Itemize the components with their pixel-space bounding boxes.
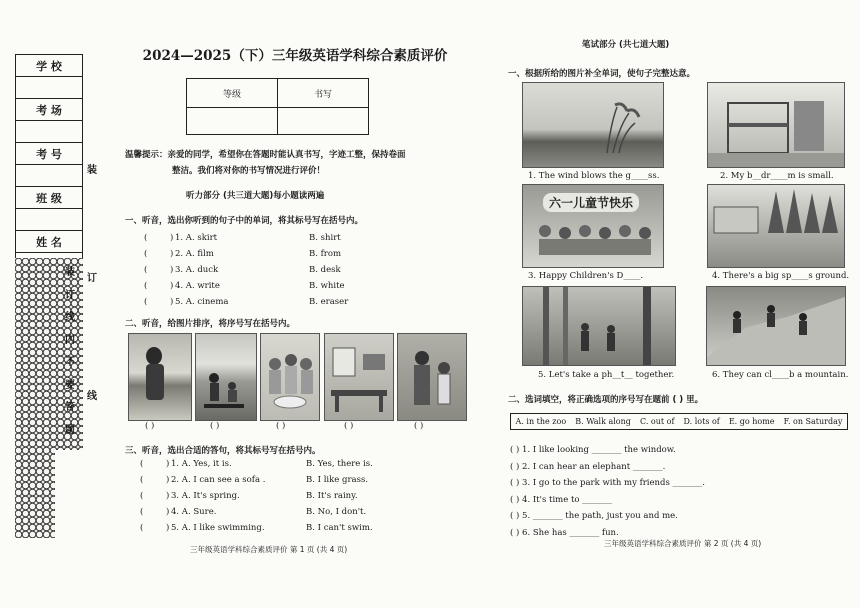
listen-q2-title: 二、听音，给图片排序，将序号写在括号内。 [125, 319, 296, 329]
handwriting-cell[interactable] [278, 108, 369, 135]
choice-f: F. on Saturday [783, 417, 843, 426]
list-item[interactable]: ( ) 2. I can hear an elephant _______. [510, 461, 666, 472]
option-b: B. shirt [309, 233, 341, 243]
tip-line-1: 温馨提示：亲爱的同学，希望你在答题时能认真书写，字迹工整，保持卷面 [125, 150, 406, 160]
order-paren-5[interactable]: ( ) [414, 421, 424, 431]
info-blank-room[interactable] [16, 121, 83, 143]
paddler-icon [196, 334, 256, 420]
option-a: 3. A. It's spring. [171, 491, 240, 501]
grade-header: 等级 [187, 79, 278, 108]
order-paren-3[interactable]: ( ) [276, 421, 286, 431]
option-b: B. It's rainy. [306, 491, 358, 501]
photo-birthday-girls [260, 333, 320, 421]
choice-e: E. go home [728, 417, 775, 426]
choice-b: B. Walk along [575, 417, 631, 426]
exam-title: 2024—2025（下）三年级英语学科综合素质评价 [142, 48, 448, 64]
list-item[interactable]: ( ) 4. It's time to _______ [510, 494, 612, 505]
photo-grass-wind [522, 82, 664, 168]
caption-5: 5. Let's take a ph__t__ together. [538, 370, 675, 380]
photo-kitchen [397, 333, 467, 421]
choice-c: C. out of [639, 417, 675, 426]
info-label-room: 考 场 [16, 99, 83, 121]
list-item: ( ) 3. A. duck B. desk [144, 265, 341, 275]
listen-q3-title: 三、听音，选出合适的答句，将其标号写在括号内。 [125, 446, 321, 456]
photo-room [324, 333, 394, 421]
banner-text: 六一儿童节快乐 [543, 193, 639, 212]
photo-girl-lake [128, 333, 192, 421]
caption-2: 2. My b__dr____m is small. [720, 171, 834, 181]
photo-climb-mountain [706, 286, 846, 366]
list-item: ( ) 5. A. I like swimming. B. I can't swim. [140, 523, 373, 533]
room-icon [325, 334, 393, 420]
word-choices-box [510, 413, 848, 430]
option-b: B. white [309, 281, 345, 291]
listen-q1-list [144, 233, 374, 313]
listening-header: 听力部分 (共三道大题)每小题读两遍 [186, 191, 325, 201]
option-b: B. desk [309, 265, 341, 275]
option-a: 1. A. skirt [175, 233, 218, 243]
photo-bedroom [707, 82, 845, 168]
choice-a: A. in the zoo [515, 417, 567, 426]
list-item: ( ) 4. A. Sure. B. No, I don't. [140, 507, 367, 517]
girl-silhouette-icon [129, 334, 191, 420]
option-a: 5. A. cinema [175, 297, 229, 307]
written-q2-title: 二、选词填空，将正确选项的序号写在题前 ( ) 里。 [508, 395, 704, 405]
school-trees-icon [708, 185, 844, 267]
info-blank-number[interactable] [16, 165, 83, 187]
option-b: B. Yes, there is. [306, 459, 373, 469]
caption-1: 1. The wind blows the g____ss. [528, 171, 660, 181]
written-q1-title: 一、根据所给的图片补全单词，使句子完整达意。 [508, 69, 696, 79]
caption-4: 4. There's a big sp____s ground. [712, 271, 850, 281]
option-a: 2. A. film [175, 249, 214, 259]
info-label-name: 姓 名 [16, 231, 83, 253]
girls-cake-icon [261, 334, 319, 420]
photo-childrens-day [522, 184, 664, 268]
option-a: 2. A. I can see a sofa . [171, 475, 266, 485]
option-b: B. No, I don't. [306, 507, 367, 517]
photo-paddleboard [195, 333, 257, 421]
handwriting-header: 书写 [278, 79, 369, 108]
option-b: B. I can't swim. [306, 523, 373, 533]
list-item: ( ) 3. A. It's spring. B. It's rainy. [140, 491, 358, 501]
children-cartoon-icon [523, 185, 663, 267]
listen-q3-list [140, 459, 380, 539]
option-b: B. I like grass. [306, 475, 369, 485]
reeds-icon [523, 83, 663, 167]
info-label-school: 学 校 [16, 55, 83, 77]
option-a: 4. A. Sure. [171, 507, 217, 517]
page2-footer: 三年级英语学科综合素质评价 第 2 页 (共 4 页) [604, 539, 762, 548]
list-item: ( ) 4. A. write B. white [144, 281, 345, 291]
binding-mark-zhuang: 装 [87, 165, 97, 176]
bunk-bed-icon [708, 83, 844, 167]
list-item[interactable]: ( ) 3. I go to the park with my friends _______. [510, 478, 705, 488]
forest-people-icon [523, 287, 675, 365]
mother-child-icon [398, 334, 466, 420]
list-item: ( ) 2. A. film B. from [144, 249, 342, 259]
binding-mark-xian: 线 [87, 391, 97, 402]
page1-footer: 三年级英语学科综合素质评价 第 1 页 (共 4 页) [190, 545, 348, 554]
option-a: 1. A. Yes, it is. [171, 459, 232, 469]
list-item: ( ) 2. A. I can see a sofa . B. I like grass. [140, 475, 369, 485]
info-label-class: 班 级 [16, 187, 83, 209]
binding-mark-ding: 订 [87, 273, 97, 284]
list-item[interactable]: ( ) 1. I like looking _______ the window. [510, 445, 676, 455]
order-paren-4[interactable]: ( ) [344, 421, 354, 431]
list-item[interactable]: ( ) 5. _______ the path, just you and me. [510, 511, 678, 521]
binding-notice: 装 订 线 内 不 要 答 题 [65, 267, 75, 436]
tip-line-2: 整洁。我们将对你的书写情况进行评价！ [172, 166, 326, 176]
caption-3: 3. Happy Children's D____. [528, 271, 644, 281]
list-item[interactable]: ( ) 6. She has _______ fun. [510, 527, 619, 538]
photo-sports-ground [707, 184, 845, 268]
option-a: 5. A. I like swimming. [171, 523, 265, 533]
climbers-icon [707, 287, 845, 365]
info-blank-class[interactable] [16, 209, 83, 231]
option-a: 4. A. write [175, 281, 220, 291]
photo-take-photo [522, 286, 676, 366]
order-paren-2[interactable]: ( ) [210, 421, 220, 431]
caption-6: 6. They can cl____b a mountain. [712, 370, 849, 380]
list-item: ( ) 1. A. skirt B. shirt [144, 233, 341, 243]
order-paren-1[interactable]: ( ) [145, 421, 155, 431]
info-blank-school[interactable] [16, 77, 83, 99]
option-a: 3. A. duck [175, 265, 219, 275]
grade-cell[interactable] [187, 108, 278, 135]
written-header: 笔试部分 (共七道大题) [582, 40, 670, 50]
listen-q1-title: 一、听音，选出你听到的句子中的单词，将其标号写在括号内。 [125, 216, 364, 226]
list-item: ( ) 5. A. cinema B. eraser [144, 297, 349, 307]
choice-d: D. lots of [683, 417, 720, 426]
option-b: B. from [309, 249, 342, 259]
list-item: ( ) 1. A. Yes, it is. B. Yes, there is. [140, 459, 373, 469]
option-b: B. eraser [309, 297, 349, 307]
fill-blank-list [510, 442, 705, 541]
student-info-table [15, 54, 83, 275]
info-label-number: 考 号 [16, 143, 83, 165]
grade-table [186, 78, 369, 135]
